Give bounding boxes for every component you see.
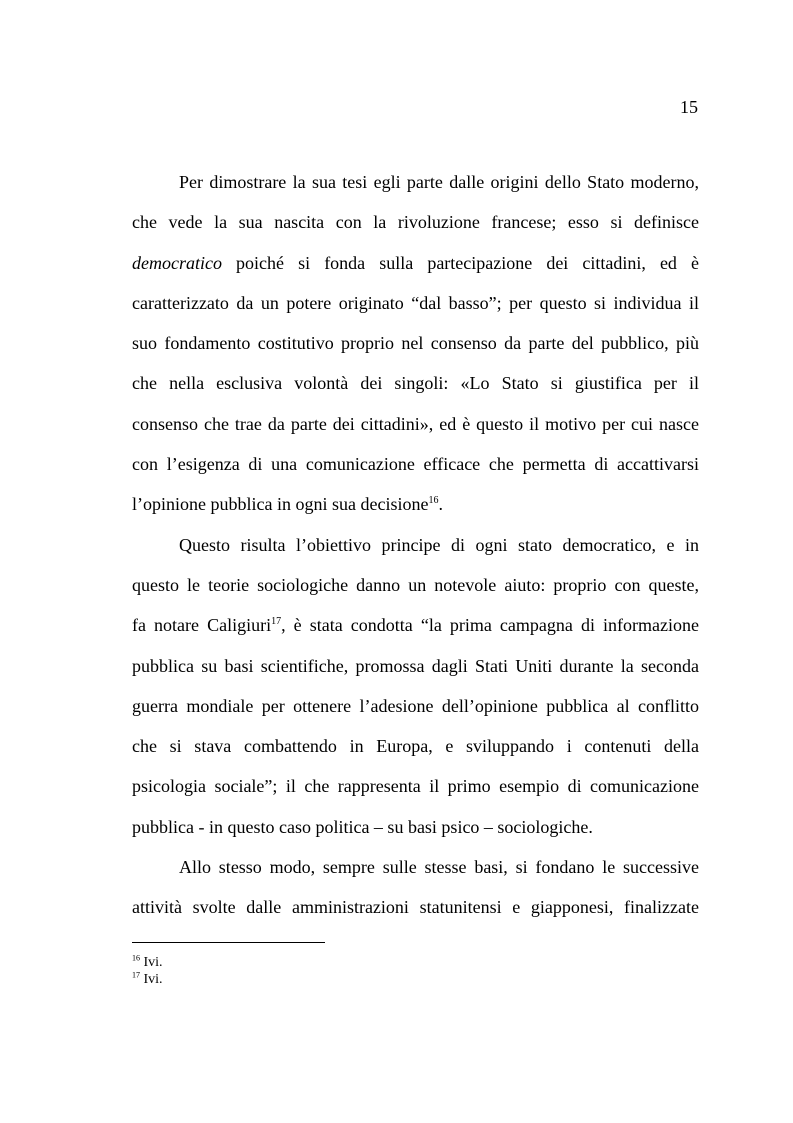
footnotes (132, 954, 532, 988)
page-number: 15 (680, 97, 698, 117)
paragraph-3 (132, 847, 699, 928)
text-line: attività svolte dalle amministrazioni statunitensi e giapponesi, finalizzate (132, 897, 699, 918)
footnote-text: Ivi. (143, 972, 163, 987)
text-line: Questo risulta l’obiettivo principe di ogni stato democratico, e in (179, 534, 699, 555)
text-line-main: l’opinione pubblica in ogni sua decisione (132, 494, 429, 515)
footnote-17 (132, 971, 532, 988)
footnote-number: 16 (132, 953, 140, 963)
text-line: pubblica su basi scientifiche, promossa dagli Stati Uniti durante la seconda (132, 655, 699, 676)
text-line-after: . (438, 494, 443, 515)
text-line: suo fondamento costitutivo proprio nel consenso da parte del pubblico, più (132, 333, 699, 354)
text-line: psicologia sociale”; il che rappresenta il primo esempio di comunicazione (132, 776, 699, 797)
footnote-ref-17[interactable]: 17 (271, 616, 282, 628)
text-line: Allo stesso modo, sempre sulle stesse basi, si fondano le successive (179, 857, 699, 878)
text-line: Per dimostrare la sua tesi egli parte dalle origini dello Stato moderno, (179, 172, 699, 192)
text-line: pubblica - in questo caso politica – su basi psico – sociologiche. (132, 816, 593, 837)
footnote-separator (132, 942, 325, 943)
footnote-text: Ivi. (143, 955, 163, 970)
body-text (132, 162, 699, 928)
text-line (132, 484, 699, 524)
footnote-ref-16[interactable]: 16 (428, 495, 439, 507)
paragraph-1 (132, 162, 699, 525)
text-line-rest: poiché si fonda sulla partecipazione dei cittadini, ed è (221, 252, 699, 273)
paragraph-2 (132, 525, 699, 847)
text-line: che vede la sua nascita con la rivoluzione francese; esso si definisce (132, 212, 699, 233)
text-line (132, 605, 699, 645)
text-line: consenso che trae da parte dei cittadini», ed è questo il motivo per cui nasce (132, 413, 699, 434)
footnote-16 (132, 954, 532, 971)
text-line: caratterizzato da un potere originato “dal basso”; per questo si individua il (132, 292, 699, 313)
text-line-after: , è stata condotta “la prima campagna di informazione (281, 615, 699, 636)
text-line: questo le teorie sociologiche danno un notevole aiuto: proprio con queste, (132, 574, 699, 595)
text-line-main: fa notare Caligiuri (132, 615, 272, 636)
italic-term: democratico (132, 252, 222, 273)
text-line: guerra mondiale per ottenere l’adesione dell’opinione pubblica al conflitto (132, 695, 699, 716)
text-line: che nella esclusiva volontà dei singoli: «Lo Stato si giustifica per il (132, 373, 699, 394)
text-line: che si stava combattendo in Europa, e sviluppando i contenuti della (132, 736, 699, 757)
text-line (132, 243, 699, 283)
footnote-number: 17 (132, 970, 140, 980)
text-line: con l’esigenza di una comunicazione efficace che permetta di accattivarsi (132, 454, 699, 475)
